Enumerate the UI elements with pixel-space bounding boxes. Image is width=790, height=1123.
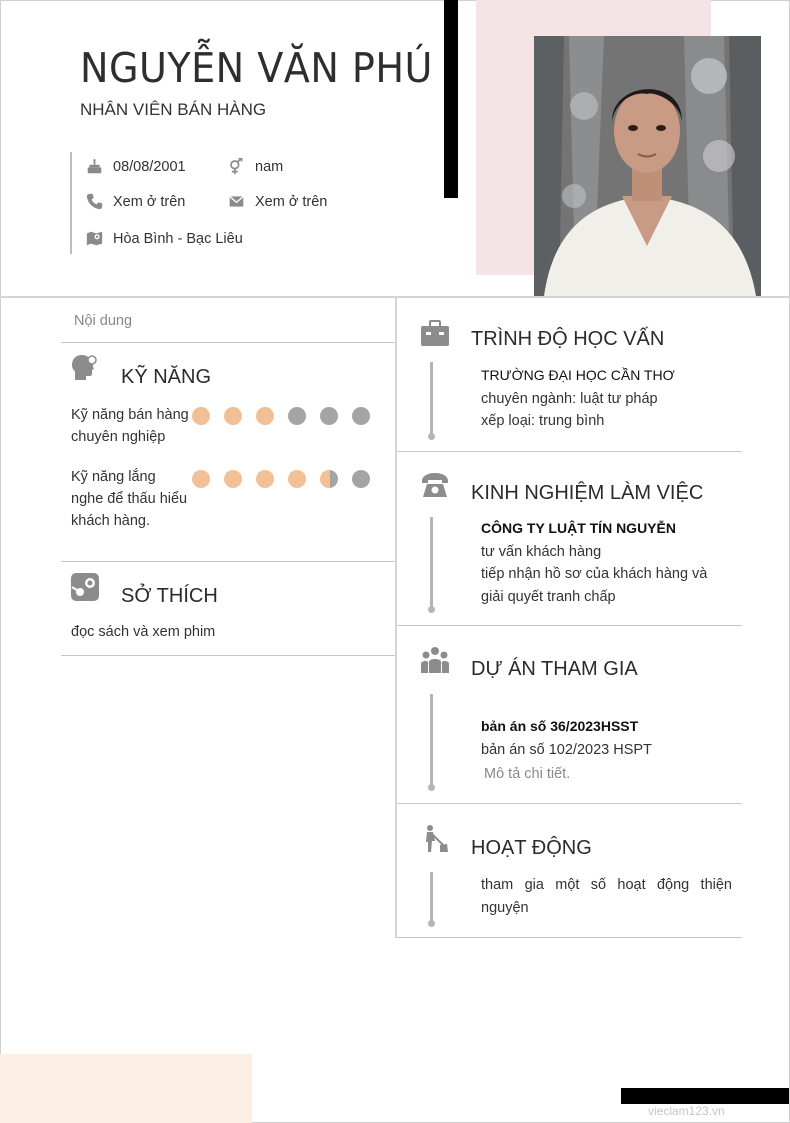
volunteer-sweeping-icon xyxy=(420,824,450,854)
education-grade: xếp loại: trung bình xyxy=(481,413,605,429)
timeline-dot xyxy=(428,606,435,613)
map-icon xyxy=(86,230,103,247)
job-title: NHÂN VIÊN BÁN HÀNG xyxy=(80,100,267,119)
section-rule xyxy=(61,342,395,343)
address-text: Hòa Bình - Bạc Liêu xyxy=(113,230,243,247)
section-rule xyxy=(61,655,395,656)
projects-title: DỰ ÁN THAM GIA xyxy=(471,658,638,680)
email-text: Xem ở trên xyxy=(255,193,328,210)
timeline-dot xyxy=(428,920,435,927)
experience-line-2: tiếp nhận hồ sơ của khách hàng và giải quyết tranh chấp xyxy=(481,566,708,605)
rating-dot xyxy=(224,407,242,425)
mail-icon xyxy=(228,193,245,210)
rating-dot xyxy=(320,470,338,488)
skill-rating-2 xyxy=(192,470,370,488)
hobbies-text: đọc sách và xem phim xyxy=(71,624,216,640)
timeline-line xyxy=(430,362,433,436)
section-rule xyxy=(397,625,742,626)
rating-dot xyxy=(192,470,210,488)
rating-dot xyxy=(256,470,274,488)
timeline-line xyxy=(430,694,433,786)
project-line-1: bản án số 36/2023HSST xyxy=(481,718,639,734)
rating-dot xyxy=(288,470,306,488)
info-box-rule xyxy=(70,152,72,254)
section-rule xyxy=(397,451,742,452)
head-idea-icon xyxy=(70,352,100,382)
projects-details xyxy=(481,715,733,786)
hobbies-title: SỞ THÍCH xyxy=(121,585,218,607)
steam-icon xyxy=(70,572,100,602)
activities-title: HOẠT ĐỘNG xyxy=(471,837,592,859)
activities-text: tham gia một số hoạt động thiện nguyện xyxy=(481,877,732,916)
rating-dot xyxy=(320,407,338,425)
school-name: TRƯỜNG ĐẠI HỌC CẦN THƠ xyxy=(481,367,675,383)
candidate-name: NGUYỄN VĂN PHÚ xyxy=(80,44,433,92)
project-description-placeholder[interactable]: Mô tả chi tiết. xyxy=(484,766,571,782)
watermark: vieclam123.vn xyxy=(648,1104,725,1118)
skill-name-2: Kỹ năng lắng nghe để thấu hiểu khách hàng. xyxy=(71,469,188,529)
telephone-icon xyxy=(420,470,450,500)
timeline-line xyxy=(430,517,433,609)
rating-dot xyxy=(352,470,370,488)
experience-details xyxy=(481,517,733,608)
birthday-text: 08/08/2001 xyxy=(113,158,186,175)
activities-details xyxy=(481,874,732,919)
project-line-2: bản án số 102/2023 HSPT xyxy=(481,741,652,758)
cake-icon xyxy=(86,158,103,175)
info-phone xyxy=(86,193,185,210)
gender-icon xyxy=(228,158,245,175)
footer-black-bar xyxy=(621,1088,789,1104)
phone-icon xyxy=(86,193,103,210)
education-details xyxy=(481,364,733,433)
education-major: chuyên ngành: luật tư pháp xyxy=(481,390,658,407)
skill-rating-1 xyxy=(192,407,370,425)
timeline-dot xyxy=(428,433,435,440)
section-rule xyxy=(61,561,395,562)
column-divider xyxy=(395,298,397,938)
experience-line-1: tư vấn khách hàng xyxy=(481,543,602,560)
timeline-dot xyxy=(428,784,435,791)
info-birthday xyxy=(86,158,186,175)
skill-name-1: Kỹ năng bán hàng chuyên nghiệp xyxy=(71,407,189,445)
info-address xyxy=(86,230,243,247)
info-gender xyxy=(228,158,283,175)
content-label: Nội dung xyxy=(74,313,133,329)
header-black-bar xyxy=(444,0,458,198)
education-title: TRÌNH ĐỘ HỌC VẤN xyxy=(471,328,665,350)
footer-peach-block xyxy=(0,1054,252,1123)
gender-text: nam xyxy=(255,158,284,175)
rating-dot xyxy=(256,407,274,425)
skills-title: KỸ NĂNG xyxy=(121,366,212,388)
info-email xyxy=(228,193,327,210)
briefcase-icon xyxy=(420,318,450,348)
phone-text: Xem ở trên xyxy=(113,193,186,210)
timeline-line xyxy=(430,872,433,922)
profile-photo xyxy=(534,36,761,296)
section-rule xyxy=(397,937,742,938)
rating-dot xyxy=(288,407,306,425)
rating-dot xyxy=(352,407,370,425)
company-name: CÔNG TY LUẬT TÍN NGUYỄN xyxy=(481,520,676,536)
section-rule xyxy=(397,803,742,804)
rating-dot xyxy=(224,470,242,488)
experience-title: KINH NGHIỆM LÀM VIỆC xyxy=(471,482,704,504)
people-group-icon xyxy=(420,645,450,675)
rating-dot xyxy=(192,407,210,425)
